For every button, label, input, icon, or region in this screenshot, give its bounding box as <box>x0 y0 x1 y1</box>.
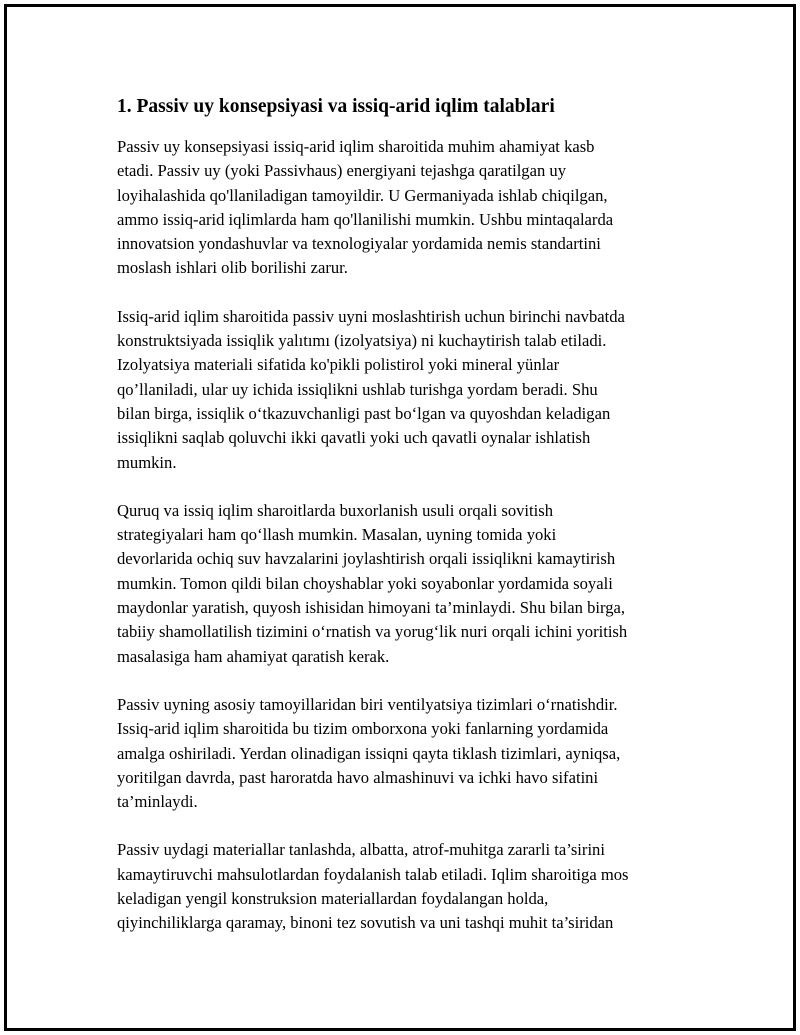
text-line: keladigan yengil konstruksion materiallardan foydalangan holda, <box>117 889 549 909</box>
text-line: etadi. Passiv uy (yoki Passivhaus) energiyani tejashga qaratilgan uy <box>117 161 567 181</box>
document-body <box>117 93 692 960</box>
text-line: loyihalashida qo'llaniladigan tamoyildir. U Germaniyada ishlab chiqilgan, <box>117 185 608 205</box>
text-line: kamaytiruvchi mahsulotlardan foydalanish talab etiladi. Iqlim sharoitiga mos <box>117 864 629 884</box>
text-line: qo’llaniladi, ular uy ichida issiqlikni ushlab turishga yordam beradi. Shu <box>117 379 598 399</box>
text-line: devorlarida ochiq suv havzalarini joylashtirish orqali issiqlikni kamaytirish <box>117 549 616 569</box>
text-line: Passiv uyning asosiy tamoyillaridan biri ventilyatsiya tizimlari o‘rnatishdir. <box>117 694 618 714</box>
text-line: Izolyatsiya materiali sifatida ko'pikli polistirol yoki mineral yünlar <box>117 355 560 375</box>
text-line: konstruktsiyada issiqlik yalıtımı (izolyatsiya) ni kuchaytirish talab etiladi. <box>117 331 607 351</box>
text-line: innovatsion yondashuvlar va texnologiyalar yordamida nemis standartini <box>117 234 601 254</box>
text-line: mumkin. Tomon qildi bilan choyshablar yoki soyabonlar yordamida soyali <box>117 573 613 593</box>
text-line: Passiv uy konsepsiyasi issiq-arid iqlim sharoitida muhim ahamiyat kasb <box>117 137 595 156</box>
text-line: tabiiy shamollatilish tizimini o‘rnatish va yorug‘lik nuri orqali ichini yoritish <box>117 622 628 642</box>
text-line: Quruq va issiq iqlim sharoitlarda buxorlanish usuli orqali sovitish <box>117 500 554 520</box>
text-line: qiyinchiliklarga qaramay, binoni tez sovutish va uni tashqi muhit ta’siridan <box>117 913 614 933</box>
text-line: ammo issiq-arid iqlimlarda ham qo'llanilishi mumkin. Ushbu mintaqalarda <box>117 209 614 229</box>
paragraph-4 <box>117 693 692 814</box>
text-line: bilan birga, issiqlik o‘tkazuvchanligi past bo‘lgan va quyoshdan keladigan <box>117 403 611 423</box>
text-line: Passiv uydagi materiallar tanlashda, albatta, atrof-muhitga zararli ta’sirini <box>117 840 605 860</box>
text-line: Issiq-arid iqlim sharoitida bu tizim omborxona yoki fanlarning yordamida <box>117 719 609 739</box>
paragraph-1 <box>117 135 692 281</box>
text-line: masalasiga ham ahamiyat qaratish kerak. <box>117 646 390 666</box>
text-line: Issiq-arid iqlim sharoitida passiv uyni moslashtirish uchun birinchi navbatda <box>117 306 625 326</box>
text-line: ta’minlaydi. <box>117 792 198 812</box>
text-line: strategiyalari ham qo‘llash mumkin. Masalan, uyning tomida yoki <box>117 525 557 545</box>
section-heading: 1. Passiv uy konsepsiyasi va issiq-arid iqlim talablari <box>117 96 555 117</box>
text-line: yoritilgan davrda, past haroratda havo almashinuvi va ichki havo sifatini <box>117 767 599 787</box>
paragraph-2 <box>117 305 692 475</box>
text-line: issiqlikni saqlab qoluvchi ikki qavatli yoki uch qavatli oynalar ishlatish <box>117 428 591 448</box>
text-line: moslash ishlari olib borilishi zarur. <box>117 258 348 278</box>
text-line: mumkin. <box>117 452 177 472</box>
paragraph-5 <box>117 838 692 935</box>
paragraph-3 <box>117 499 692 669</box>
text-line: amalga oshiriladi. Yerdan olinadigan issiqni qayta tiklash tizimlari, ayniqsa, <box>117 743 621 763</box>
text-line: maydonlar yaratish, quyosh ishisidan himoyani ta’minlaydi. Shu bilan birga, <box>117 598 626 618</box>
